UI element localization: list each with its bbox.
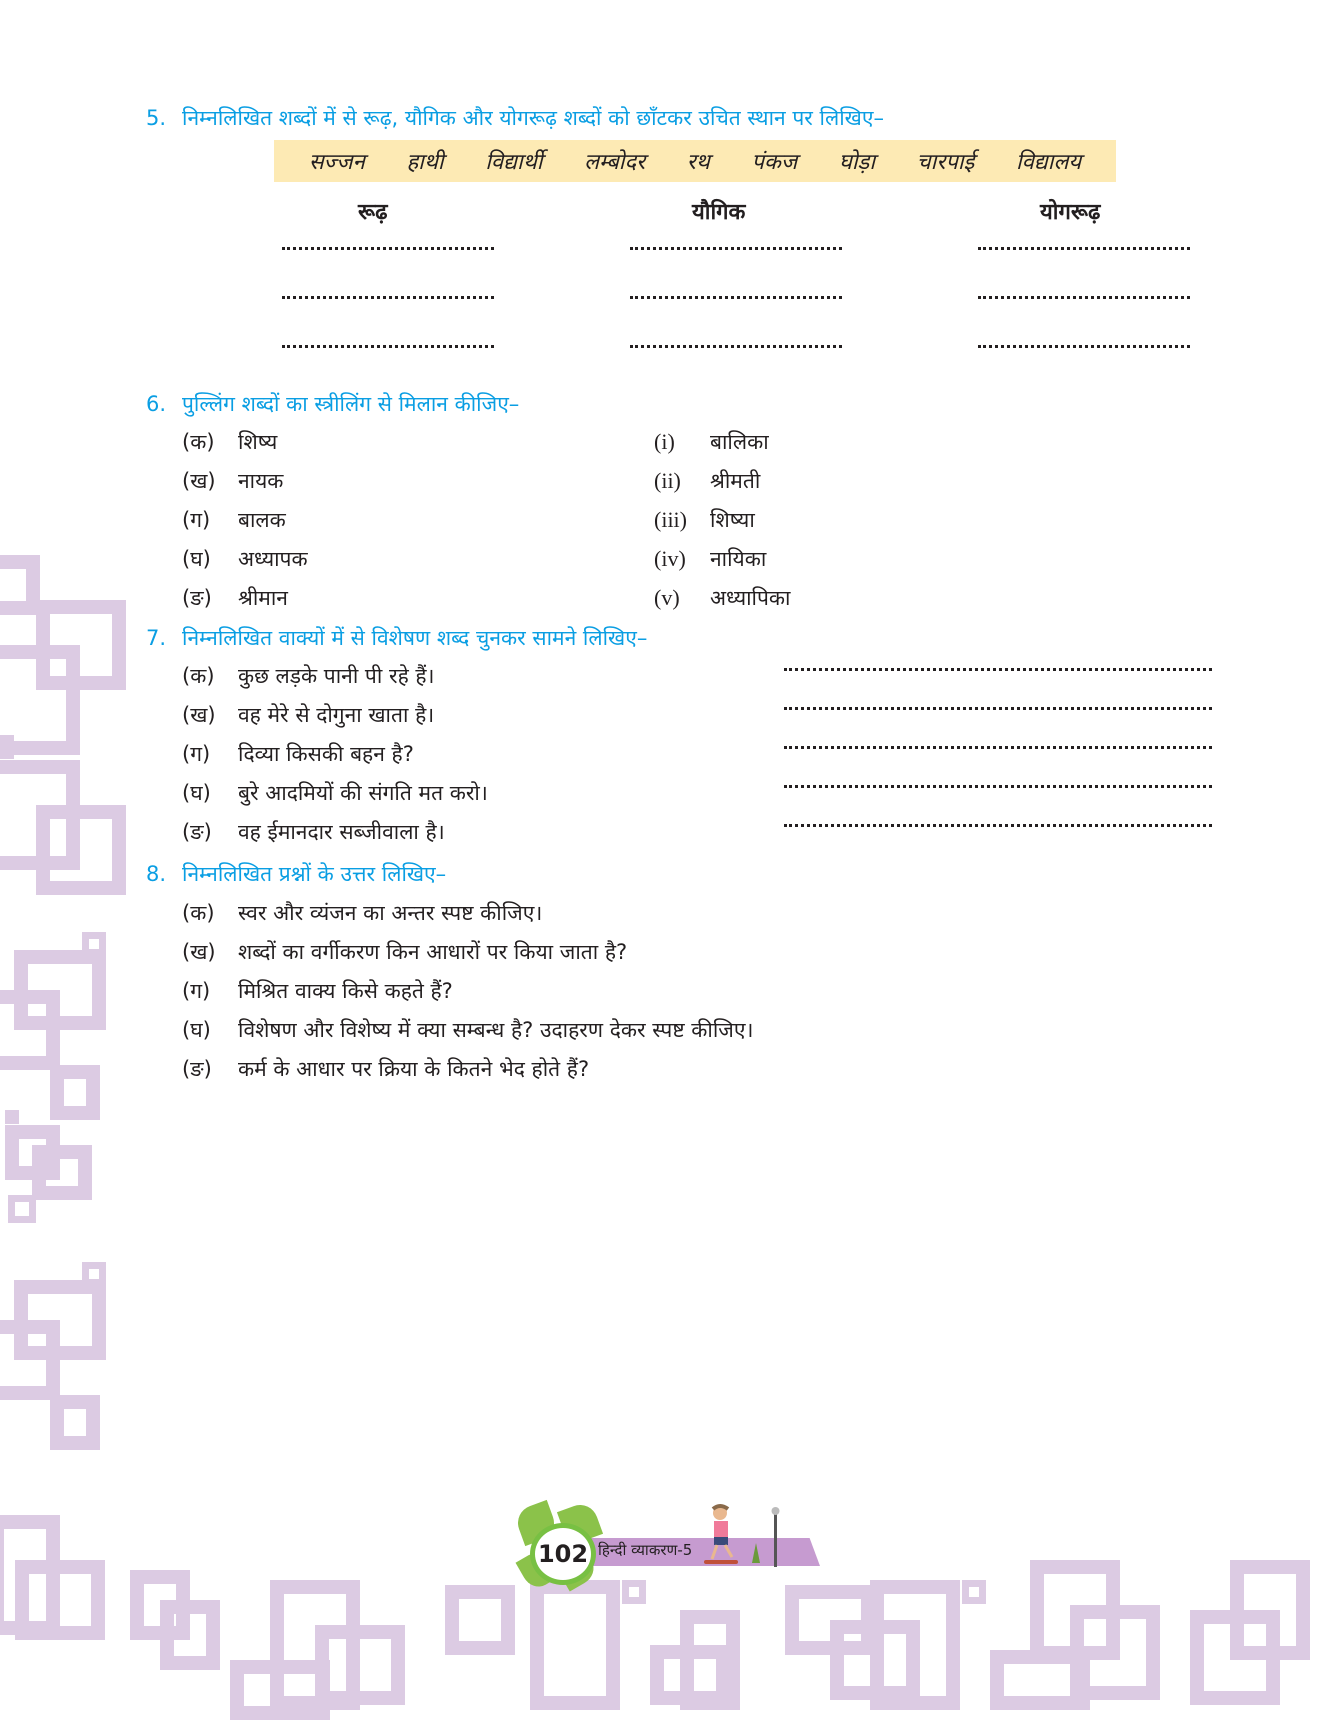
column-heading-rudh: रूढ़ (358, 200, 388, 225)
question-text: निम्नलिखित वाक्यों में से विशेषण शब्द चुनकर सामने लिखिए– (182, 626, 648, 650)
question-7-title (146, 624, 647, 652)
column-heading-yogrudh: योगरूढ़ (1040, 200, 1101, 225)
word-item: हाथी (406, 150, 444, 175)
skateboard-boy-icon (700, 1503, 790, 1569)
answer-blank[interactable] (784, 744, 1212, 749)
answer-blank[interactable] (630, 294, 842, 299)
answer-blank[interactable] (978, 343, 1190, 348)
decorative-square (530, 1580, 620, 1710)
decorative-square (160, 1600, 220, 1670)
question-item: (ङ) कर्म के आधार पर क्रिया के कितने भेद होते हैं? (182, 1057, 590, 1081)
question-item: (ग) मिश्रित वाक्य किसे कहते हैं? (182, 979, 453, 1003)
match-left-item: (क) शिष्य (182, 430, 278, 454)
decorative-square (990, 1650, 1090, 1710)
match-right-item: (iii) शिष्या (654, 507, 755, 532)
decorative-square (0, 990, 60, 1070)
question-number: 7. (146, 626, 167, 650)
sentence-item: (घ) बुरे आदमियों की संगति मत करो। (182, 781, 488, 805)
match-left-item: (ग) बालक (182, 508, 286, 532)
decorative-square (5, 1110, 19, 1124)
decorative-square (445, 1585, 515, 1655)
answer-blank[interactable] (978, 294, 1190, 299)
question-text: निम्नलिखित शब्दों में से रूढ़, यौगिक और योगरूढ़ शब्दों को छाँटकर उचित स्थान पर लिखिए– (182, 106, 884, 130)
decorative-square (962, 1580, 986, 1604)
decorative-square (0, 1320, 60, 1400)
match-right-item: (iv) नायिका (654, 546, 767, 571)
answer-blank[interactable] (784, 666, 1212, 671)
word-item: घोड़ा (838, 150, 876, 175)
decorative-square (50, 1065, 100, 1120)
question-text: पुल्लिंग शब्दों का स्त्रीलिंग से मिलान कीजिए– (182, 392, 520, 416)
answer-blank[interactable] (784, 705, 1212, 710)
match-right-item: (i) बालिका (654, 429, 769, 454)
match-right-item: (ii) श्रीमती (654, 468, 761, 493)
word-item: विद्यालय (1015, 150, 1082, 175)
word-item: रथ (686, 150, 710, 175)
answer-blank[interactable] (282, 245, 494, 250)
question-number: 5. (146, 106, 167, 130)
decorative-square (15, 1560, 105, 1640)
question-5-title (146, 104, 884, 132)
decorative-square (0, 735, 14, 759)
word-item: सज्जन (308, 150, 365, 175)
question-number: 8. (146, 862, 167, 886)
answer-blank[interactable] (630, 245, 842, 250)
question-text: निम्नलिखित प्रश्नों के उत्तर लिखिए– (182, 862, 447, 886)
decorative-square (36, 805, 126, 895)
decorative-square (650, 1645, 730, 1705)
word-list-band (274, 140, 1116, 182)
word-item: लम्बोदर (584, 150, 646, 175)
column-heading-yaugik: यौगिक (692, 200, 746, 225)
decorative-square (50, 1395, 100, 1450)
page-number-badge: 102 (530, 1523, 596, 1585)
question-item: (क) स्वर और व्यंजन का अन्तर स्पष्ट कीजिए। (182, 901, 543, 925)
decorative-square (315, 1625, 405, 1705)
answer-blank[interactable] (630, 343, 842, 348)
answer-blank[interactable] (282, 343, 494, 348)
sentence-item: (ग) दिव्या किसकी बहन है? (182, 742, 414, 766)
answer-blank[interactable] (978, 245, 1190, 250)
answer-blank[interactable] (784, 822, 1212, 827)
word-item: पंकज (751, 150, 798, 175)
answer-blank[interactable] (282, 294, 494, 299)
decorative-square (1190, 1610, 1280, 1705)
answer-blank[interactable] (784, 783, 1212, 788)
decorative-square (622, 1580, 646, 1604)
book-title: हिन्दी व्याकरण-5 (598, 1541, 693, 1559)
decorative-square (0, 555, 40, 615)
question-item: (घ) विशेषण और विशेष्य में क्या सम्बन्ध है? उदाहरण देकर स्पष्ट कीजिए। (182, 1018, 754, 1042)
question-item: (ख) शब्दों का वर्गीकरण किन आधारों पर किया जाता है? (182, 940, 628, 964)
question-number: 6. (146, 392, 167, 416)
word-item: विद्यार्थी (485, 150, 543, 175)
question-8-title (146, 860, 446, 888)
sentence-item: (ङ) वह ईमानदार सब्जीवाला है। (182, 820, 445, 844)
question-6-title (146, 390, 519, 418)
match-left-item: (घ) अध्यापक (182, 547, 308, 571)
word-item: चारपाई (916, 150, 975, 175)
sentence-item: (ख) वह मेरे से दोगुना खाता है। (182, 703, 435, 727)
match-right-item: (v) अध्यापिका (654, 585, 791, 610)
match-left-item: (ङ) श्रीमान (182, 586, 288, 610)
decorative-square (32, 1145, 92, 1200)
sentence-item: (क) कुछ लड़के पानी पी रहे हैं। (182, 664, 435, 688)
match-left-item: (ख) नायक (182, 469, 284, 493)
decorative-square (830, 1620, 920, 1700)
decorative-square (8, 1195, 36, 1223)
